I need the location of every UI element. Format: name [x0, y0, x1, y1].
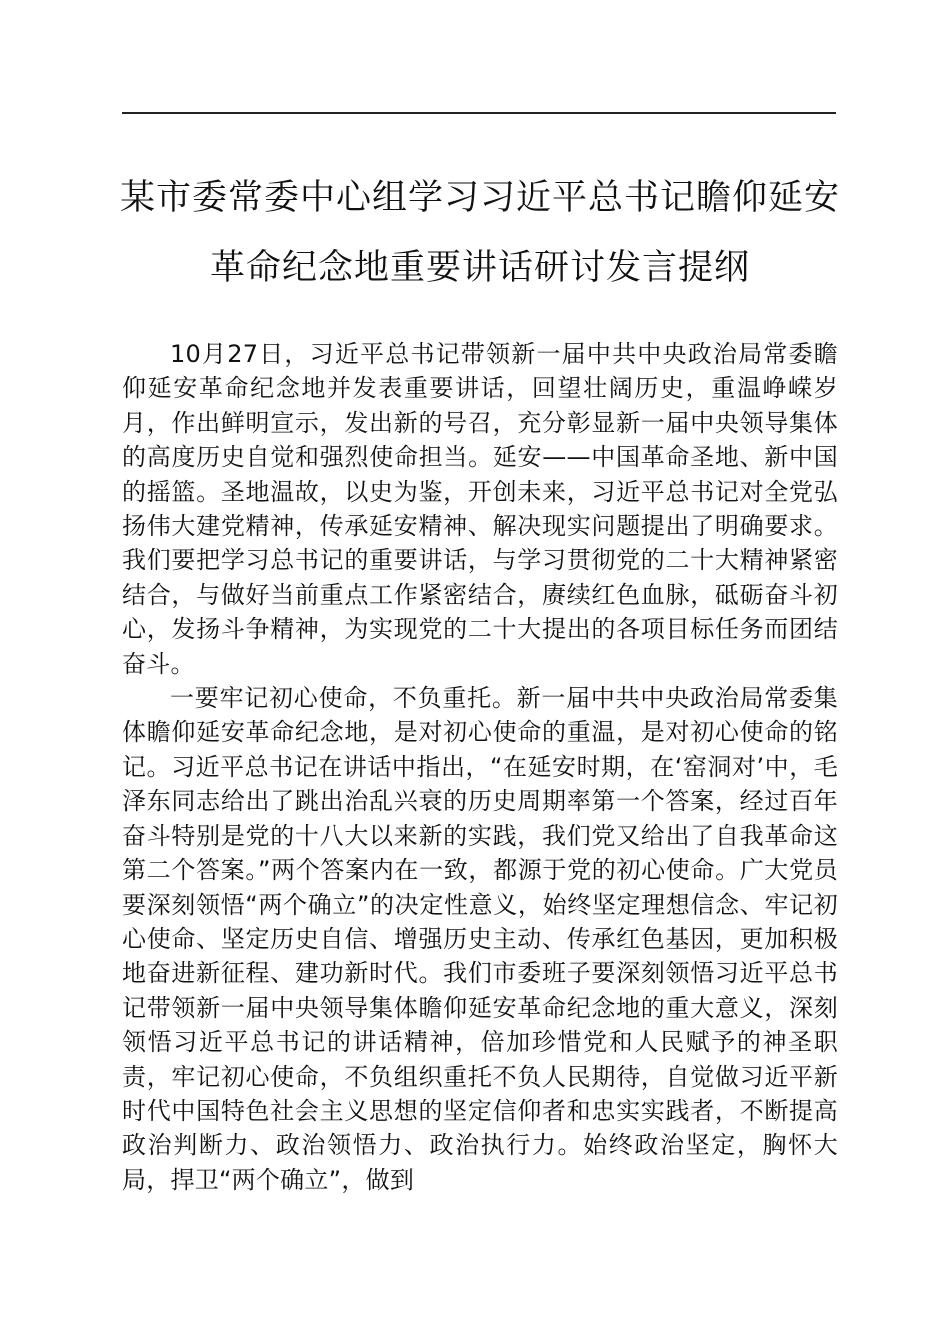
document-title-line-1: 某市委常委中心组学习习近平总书记瞻仰延安: [119, 178, 840, 218]
document-body: [122, 337, 838, 1197]
paragraph-intro: 10月27日，习近平总书记带领新一届中共中央政治局常委瞻仰延安革命纪念地并发表重要讲话，回望壮阔历史，重温峥嵘岁月，作出鲜明宣示，发出新的号召，充分彰显新一届中央领导集体的高度历史自觉和强烈使命担当。延安——中国革命圣地、新中国的摇篮。圣地温故，以史为鉴，开创未来，习近平总书记对全党弘扬伟大建党精神，传承延安精神、解决现实问题提出了明确要求。我们要把学习总书记的重要讲话，与学习贯彻党的二十大精神紧密结合，与做好当前重点工作紧密结合，赓续红色血脉，砥砺奋斗初心，发扬斗争精神，为实现党的二十大提出的各项目标任务而团结奋斗。: [122, 340, 838, 678]
header-rule: [122, 112, 836, 114]
document-title-line-2: 革命纪念地重要讲话研讨发言提纲: [209, 248, 750, 288]
paragraph-point-one: 一要牢记初心使命，不负重托。新一届中共中央政治局常委集体瞻仰延安革命纪念地，是对初心使命的重温，是对初心使命的铭记。习近平总书记在讲话中指出，“在延安时期，在‘窑洞对’中，毛泽东同志给出了跳出治乱兴衰的历史周期率第一个答案，经过百年奋斗特别是党的十八大以来新的实践，我们党又给出了自我革命这第二个答案。”两个答案内在一致，都源于党的初心使命。广大党员要深刻领悟“两个确立”的决定性意义，始终坚定理想信念、牢记初心使命、坚定历史自信、增强历史主动、传承红色基因，更加积极地奋进新征程、建功新时代。我们市委班子要深刻领悟习近平总书记带领新一届中央领导集体瞻仰延安革命纪念地的重大意义，深刻领悟习近平总书记的讲话精神，倍加珍惜党和人民赋予的神圣职责，牢记初心使命，不负组织重托不负人民期待，自觉做习近平新时代中国特色社会主义思想的坚定信仰者和忠实实践者，不断提高政治判断力、政治领悟力、政治执行力。始终政治坚定，胸怀大局，捍卫“两个确立”，做到: [122, 684, 838, 1194]
